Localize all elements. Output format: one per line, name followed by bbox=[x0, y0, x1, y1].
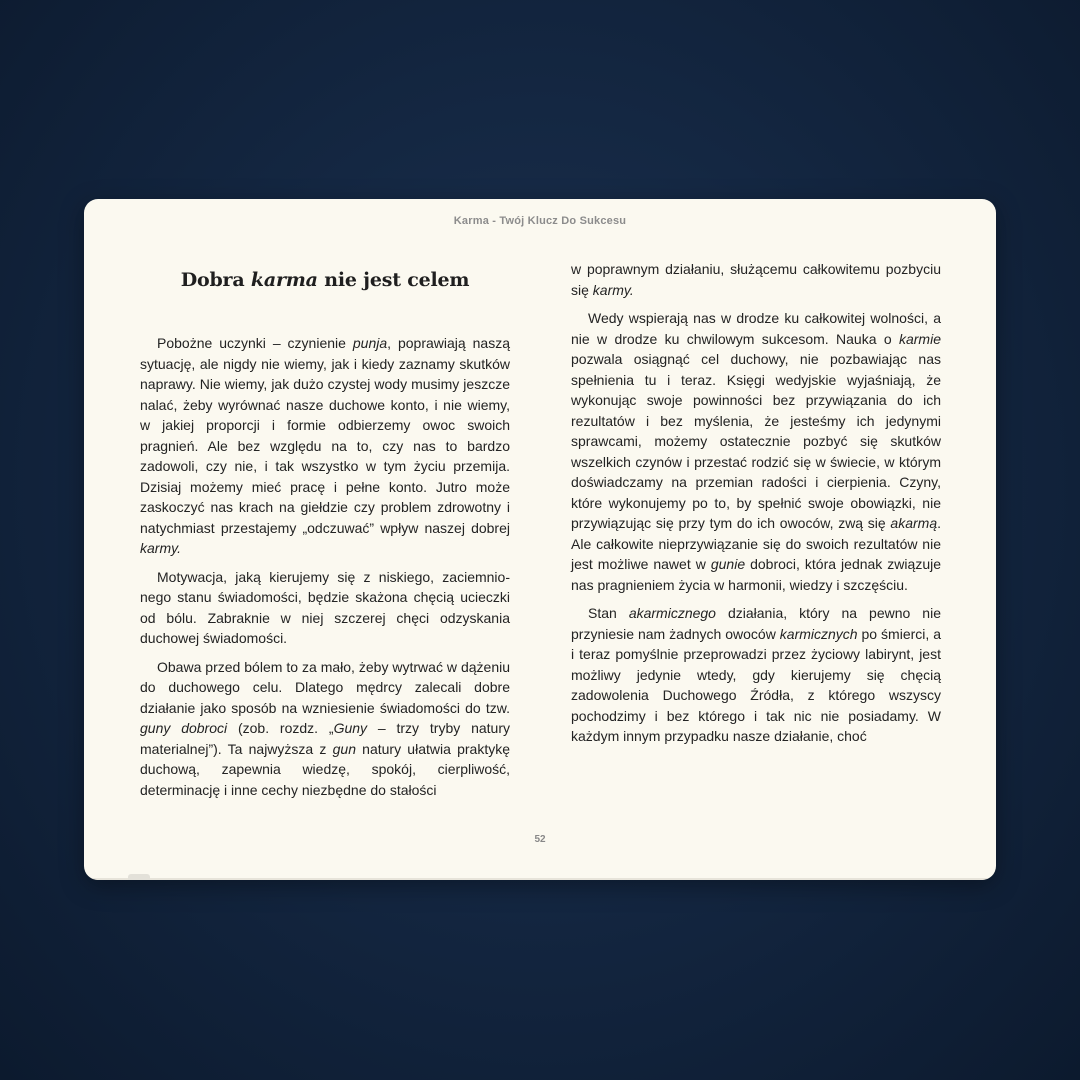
text-run: natury ułatwia praktykę duchową, zapewnia wiedzę, spokój, cierpliwość, determinację i inne cechy niezbędne do stałości bbox=[140, 740, 510, 798]
paragraph bbox=[571, 603, 941, 747]
text-run: działania, który na pewno nie przyniesie nam żadnych owoców bbox=[571, 605, 941, 642]
text-run: Obawa przed bólem to za mało, żeby wytrwać w dążeniu do duchowego celu. Dlatego mędrcy zalecali dobre działanie jako sposób na wzniesienie świadomości do tzw. bbox=[140, 658, 510, 716]
text-run-italic: karmicznych bbox=[779, 625, 858, 642]
text-run-italic: gunie bbox=[710, 556, 746, 572]
paragraph: Motywacja, jaką kierujemy się z niskiego, zaciemnionego stanu świadomości, będzie skażona chęcią ucieczki od bólu. Zabraknie w niej szczerej chęci odzyskania duchowej świadomości. bbox=[140, 568, 510, 646]
text-run-italic: guny dobroci bbox=[140, 720, 228, 736]
chapter-title-start: Dobra bbox=[180, 269, 251, 291]
text-run: w poprawnym działaniu, służącemu całkowitemu pozbyciu się bbox=[571, 261, 941, 298]
paragraph bbox=[571, 259, 941, 300]
text-run: dobroci, która jednak związuje nas pragnieniem życia w harmonii, wiedzy i szczęściu. bbox=[571, 556, 941, 593]
text-run: Wedy wspierają nas w drodze ku całkowitej wolności, a nie w drodze ku chwilowym sukcesom. Nauka o bbox=[571, 310, 941, 347]
text-run-italic: karmie bbox=[898, 330, 941, 347]
chapter-title-emphasis: karma bbox=[250, 269, 318, 291]
paragraph bbox=[571, 308, 941, 595]
book-title: Karma - Twój Klucz Do Sukcesu bbox=[453, 215, 627, 227]
chapter-title bbox=[140, 269, 510, 291]
text-run-italic: punja bbox=[352, 335, 388, 351]
paragraph bbox=[140, 333, 510, 559]
text-run: , poprawiają naszą sytuację, ale nigdy nie wiemy, jak i kiedy zaznamy skutków naprawy. Nie wiemy, jak dużo czystej wody musimy jeszcze nalać, żeby wyrównać nasze duchowe konto, i nie wiemy, w jakiej proporcji i formie odbierzemy owoc swoich pragnień. Ale bez względu na to, czy nas to bardzo zadowoli, czy nie, i tak wszystko w tym życiu przemija. Dzisiaj możemy mieć pracę i pełne konto. Jutro może zaskoczyć nas krach na giełdzie czy problem zdrowotny i natychmiast przestajemy „odczuwać” wpływ naszej dobrej bbox=[140, 335, 510, 536]
text-run: Stan bbox=[588, 605, 629, 621]
text-run: – trzy tryby natury materialnej”). Ta najwyższa z bbox=[140, 720, 510, 757]
text-run: (zob. rozdz. „ bbox=[227, 720, 334, 736]
right-column bbox=[571, 259, 941, 755]
text-run-italic: karmy. bbox=[592, 281, 634, 298]
text-run-italic: gun bbox=[332, 740, 356, 757]
page-edge bbox=[84, 878, 996, 880]
text-run: . Ale całkowite nieprzywiązanie się do swoich rezultatów nie jest możliwe nawet w bbox=[571, 515, 941, 572]
text-run: pozwala osiągnąć cel duchowy, nie pozbawiając nas spełnienia tu i teraz. Księgi wedyjskie wyjaśniają, że wykonując swoje powinności bez przywiązania do ich rezultatów i bez myślenia, że jesteśmy ich jedynymi sprawcami, możemy ostatecznie pozbyć się skutków wszelkich czynów i przestać rodzić się w świecie, w którym doświadczamy na przemian radości i cierpienia. Czyny, które wykonujemy po to, by spełnić swoje obowiązki, nie przywiązując się przy tym do ich owoców, zwą się bbox=[571, 351, 941, 531]
text-run: Pobożne uczynki – czynienie bbox=[157, 335, 353, 351]
text-run-italic: akarmą bbox=[890, 515, 938, 531]
paragraph bbox=[140, 657, 510, 801]
page-number: 52 bbox=[534, 834, 546, 845]
left-column bbox=[140, 259, 510, 808]
chapter-title-end: nie jest celem bbox=[317, 269, 470, 291]
book-page[interactable] bbox=[84, 199, 996, 880]
text-run-italic: karmy. bbox=[140, 540, 181, 556]
text-run-italic: Guny bbox=[333, 720, 368, 736]
text-run: po śmierci, a i teraz pomyślnie przeprowadzi przez życiowy labirynt, jest możliwy jedynie wtedy, gdy kierujemy się chęcią zadowolenia Duchowego Źródła, z którego wszyscy pochodzimy i bez którego i tak nic nie posiadamy. W każdym innym przypadku nasze działanie, choć bbox=[571, 625, 942, 744]
page-corner-tab[interactable] bbox=[128, 874, 150, 880]
text-run-italic: akarmicznego bbox=[628, 605, 716, 621]
